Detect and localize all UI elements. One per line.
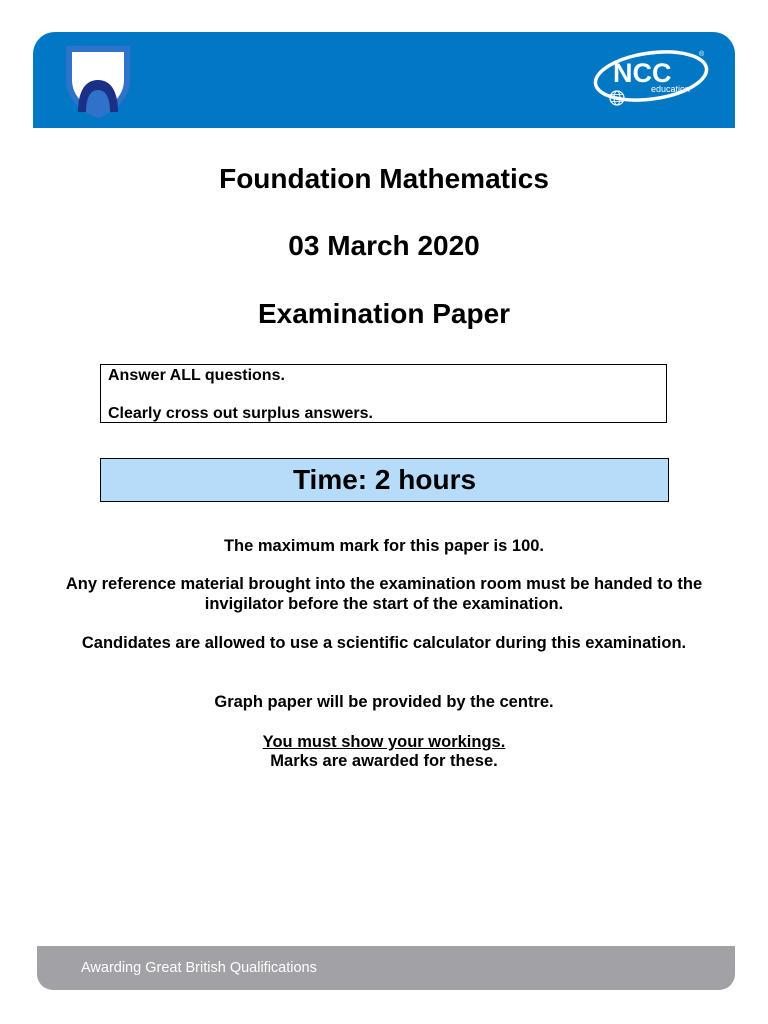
time-allowed-box: Time: 2 hours xyxy=(100,458,669,502)
show-workings-text: You must show your workings. xyxy=(262,733,506,751)
instructions-box xyxy=(100,364,667,423)
logo-name: NCC xyxy=(613,58,672,88)
paper-title: Examination Paper xyxy=(257,298,511,329)
footer-bar xyxy=(37,946,735,990)
shield-arch-icon xyxy=(66,46,130,118)
registered-mark: ® xyxy=(699,51,705,58)
globe-icon xyxy=(610,91,624,105)
header-banner xyxy=(33,32,735,128)
instruction-answer-all: Answer ALL questions. xyxy=(108,367,285,384)
reference-material-text: Any reference material brought into the examination room must be handed to the invigilator before the start of the examination. xyxy=(65,575,703,613)
logo-subtitle: education xyxy=(651,84,691,94)
calculator-text: Candidates are allowed to use a scientific calculator during this examination. xyxy=(81,634,687,652)
ncc-education-logo xyxy=(591,46,711,112)
maximum-mark-text: The maximum mark for this paper is 100. xyxy=(223,537,545,555)
footer-tagline: Awarding Great British Qualifications xyxy=(81,960,317,976)
instruction-cross-out: Clearly cross out surplus answers. xyxy=(108,405,373,422)
exam-date: 03 March 2020 xyxy=(288,230,480,261)
marks-awarded-text: Marks are awarded for these. xyxy=(270,752,498,770)
graph-paper-text: Graph paper will be provided by the centre. xyxy=(214,693,554,711)
subject-title: Foundation Mathematics xyxy=(219,163,549,194)
